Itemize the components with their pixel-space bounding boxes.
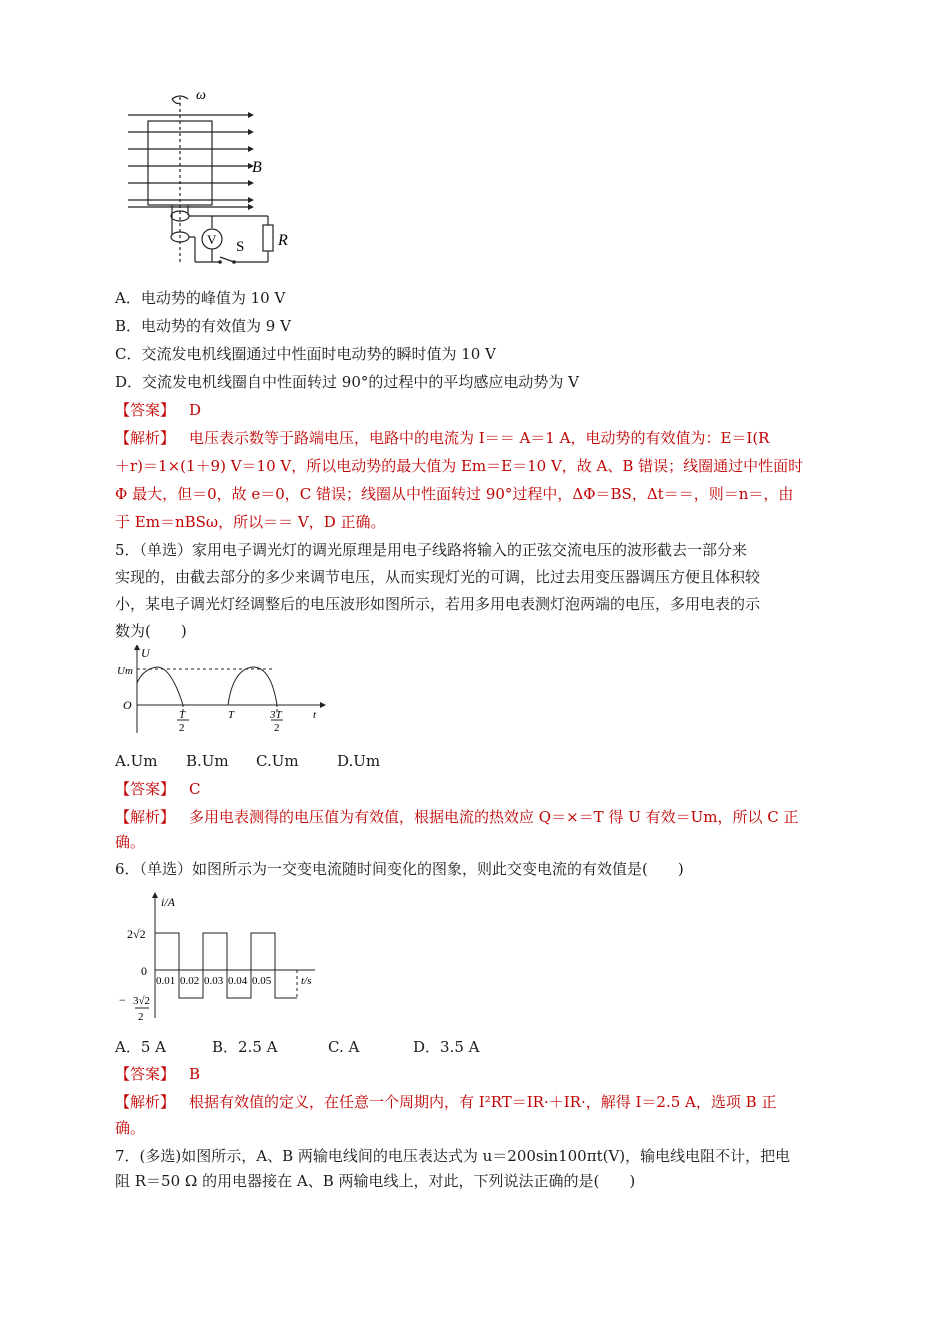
q5-option-d: D.Um xyxy=(337,752,381,770)
q4-analysis-line-4: 于 Em＝nBSω，所以＝＝ V，D 正确。 xyxy=(115,513,386,531)
generator-figure xyxy=(120,85,300,270)
um-label: Um xyxy=(117,665,133,677)
analysis-label: 【解析】 xyxy=(115,429,176,447)
q6-option-d: D．3.5 A xyxy=(413,1038,480,1056)
b-field-label: B xyxy=(252,159,262,176)
q6-analysis-line-1: 【解析】 根据有效值的定义，在任意一个周期内，有 I²RT＝IR·＋IR·，解得 I＝2.5 A，选项 B 正 xyxy=(115,1093,777,1111)
switch-label: S xyxy=(236,239,245,255)
q5-option-a: A.Um xyxy=(115,752,158,770)
q5-answer xyxy=(115,778,835,800)
u-axis-label: U xyxy=(141,646,150,660)
q6-answer xyxy=(115,1063,835,1085)
q5-analysis-line-1: 【解析】 多用电表测得的电压值为有效值，根据电流的热效应 Q＝×＝T 得 U 有效＝Um，所以 C 正 xyxy=(115,808,799,826)
q6-option-b: B．2.5 A xyxy=(212,1038,278,1056)
q5-stem-line-2: 实现的，由截去部分的多少来调节电压，从而实现灯光的可调，比过去用变压器调压方便且体积较 xyxy=(115,568,761,586)
q4-option-a: A．电动势的峰值为 10 V xyxy=(115,289,286,307)
q4-answer xyxy=(115,399,835,421)
tick-0.01: 0.01 xyxy=(156,975,176,987)
q4-analysis-line-1: 【解析】 电压表示数等于路端电压，电路中的电流为 I＝＝ A＝1 A，电动势的有效值为：E＝I(R xyxy=(115,429,770,447)
bottom-den-label: 2 xyxy=(138,1011,144,1022)
tick-0.05: 0.05 xyxy=(252,975,272,987)
minus-sign: − xyxy=(119,993,126,1007)
t3-half-den: 2 xyxy=(274,722,280,734)
answer-value: C xyxy=(189,780,201,798)
q6-option-c: C. A xyxy=(328,1038,360,1056)
q4-option-c: C．交流发电机线圈通过中性面时电动势的瞬时值为 10 V xyxy=(115,345,496,363)
analysis-label: 【解析】 xyxy=(115,808,176,826)
time-axis-label: t xyxy=(313,709,317,721)
t-label: T xyxy=(228,709,235,721)
q6-option-a: A．5 A xyxy=(115,1038,166,1056)
answer-value: B xyxy=(189,1065,201,1083)
tick-0.03: 0.03 xyxy=(204,975,224,987)
omega-label: ω xyxy=(196,88,206,103)
tick-0.02: 0.02 xyxy=(180,975,200,987)
q6-stem: 6．（单选）如图所示为一交变电流随时间变化的图象，则此交变电流的有效值是( ) xyxy=(115,860,684,878)
q7-stem-line-1: 7．(多选)如图所示，A、B 两输电线间的电压表达式为 u＝200sin100πt(V)，输电线电阻不计，把电 xyxy=(115,1147,791,1165)
q5-stem-line-1: 5．（单选）家用电子调光灯的调光原理是用电子线路将输入的正弦交流电压的波形截去一部分来 xyxy=(115,541,748,559)
q6-analysis-line-2: 确。 xyxy=(115,1119,146,1137)
q5-option-b: B.Um xyxy=(186,752,229,770)
answer-value: D xyxy=(189,401,202,419)
tick-0.04: 0.04 xyxy=(228,975,248,987)
q6-current-graph xyxy=(115,892,325,1022)
voltmeter-label: V xyxy=(207,232,217,247)
top-value-label: 2√2 xyxy=(127,927,146,941)
q7-stem-line-2: 阻 R＝50 Ω 的用电器接在 A、B 两输电线上，对此，下列说法正确的是( ) xyxy=(115,1172,636,1190)
zero-label: 0 xyxy=(141,964,147,978)
time-axis-label: t/s xyxy=(301,975,312,987)
analysis-label: 【解析】 xyxy=(115,1093,176,1111)
t-half-num: T xyxy=(179,709,186,721)
bottom-num-label: 3√2 xyxy=(133,995,151,1007)
answer-label: 【答案】 xyxy=(115,401,176,419)
q5-voltage-graph xyxy=(115,645,335,740)
q4-analysis-line-2: ＋r)＝1×(1＋9) V＝10 V，所以电动势的最大值为 Em＝E＝10 V，故 A、B 错误；线圈通过中性面时 xyxy=(115,457,804,475)
t-half-den: 2 xyxy=(179,722,185,734)
q5-stem-line-4: 数为( ) xyxy=(115,622,187,640)
answer-label: 【答案】 xyxy=(115,780,176,798)
i-axis-label: i/A xyxy=(161,895,175,909)
q5-option-c: C.Um xyxy=(256,752,299,770)
q5-analysis-line-2: 确。 xyxy=(115,833,146,851)
q4-option-d: D．交流发电机线圈自中性面转过 90°的过程中的平均感应电动势为 V xyxy=(115,373,579,391)
t3-half-num: 3T xyxy=(270,709,282,721)
q4-option-b: B．电动势的有效值为 9 V xyxy=(115,317,291,335)
answer-label: 【答案】 xyxy=(115,1065,176,1083)
resistor-label: R xyxy=(278,232,288,249)
q5-stem-line-3: 小，某电子调光灯经调整后的电压波形如图所示，若用多用电表测灯泡两端的电压，多用电表的示 xyxy=(115,595,761,613)
q4-analysis-line-3: Φ 最大，但＝0，故 e＝0，C 错误；线圈从中性面转过 90°过程中，ΔΦ＝BS，Δt＝＝，则＝n＝，由 xyxy=(115,485,794,503)
origin-label: O xyxy=(123,698,132,712)
